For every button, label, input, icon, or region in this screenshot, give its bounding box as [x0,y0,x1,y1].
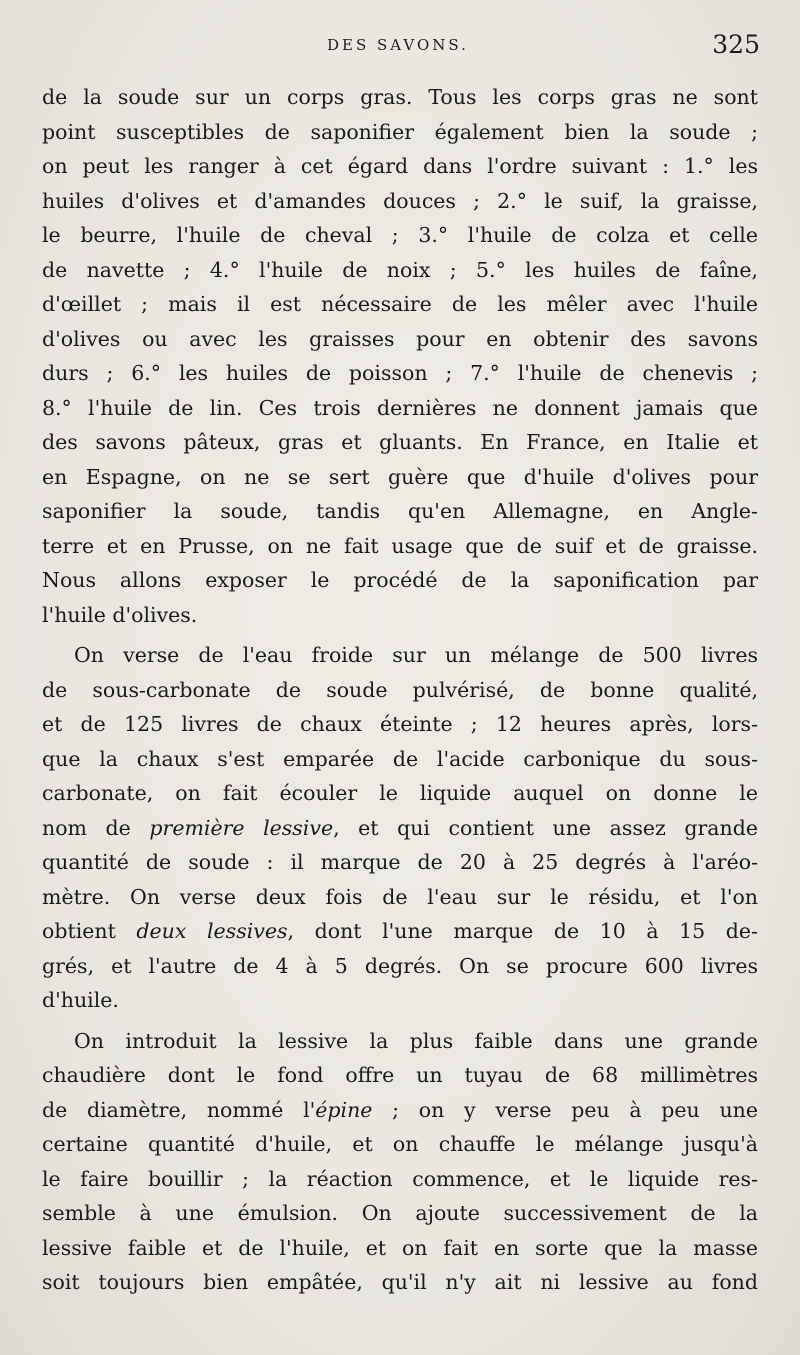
text-line: de sous-carbonate de soude pulvérisé, de bonne qualité, [42,677,758,702]
text-line: d'huile. [42,988,119,1012]
text-line: l'huile d'olives. [42,602,198,627]
text-line: durs ; 6.° les huiles de poisson ; 7.° l'huile de chenevis ; [42,361,758,385]
text-line: mètre. On verse deux fois de l'eau sur le résidu, et l'on [42,884,758,909]
text-line: lessive faible et de l'huile, et on fait en sorte que la masse [42,1235,758,1260]
text-line: de navette ; 4.° l'huile de noix ; 5.° les huiles de faîne, [42,257,758,282]
page-header [42,32,758,62]
text-line: nom de première lessive, et qui contient une assez grande [42,815,758,840]
text-line: d'olives ou avec les graisses pour en obtenir des savons [42,326,758,351]
text-line: huiles d'olives et d'amandes douces ; 2.° le suif, la graisse, [42,188,758,213]
text-line: semble à une émulsion. On ajoute successivement de la [42,1201,758,1225]
text-line: grés, et l'autre de 4 à 5 degrés. On se procure 600 livres [42,953,758,978]
running-title: DES SAVONS. [327,36,469,54]
text-line: certaine quantité d'huile, et on chauffe le mélange jusqu'à [42,1132,758,1156]
text-line: le beurre, l'huile de cheval ; 3.° l'huile de colza et celle [42,223,758,247]
text-line: 8.° l'huile de lin. Ces trois dernières ne donnent jamais que [42,395,758,420]
text-line: d'œillet ; mais il est nécessaire de les mêler avec l'huile [42,292,758,316]
text-line: et de 125 livres de chaux éteinte ; 12 heures après, lors- [42,712,758,736]
text-line: on peut les ranger à cet égard dans l'ordre suivant : 1.° les [42,154,758,178]
italic-term: deux lessives [136,919,288,943]
text-line: soit toujours bien empâtée, qu'il n'y ait ni lessive au fond [42,1270,758,1294]
italic-term: épine [315,1097,373,1122]
text-line: point susceptibles de saponifier également bien la soude ; [42,119,758,144]
text-line: quantité de soude : il marque de 20 à 25 degrés à l'aréo- [42,850,758,874]
text-line: de diamètre, nommé l'épine ; on y verse peu à peu une [42,1097,758,1122]
text-line: de la soude sur un corps gras. Tous les corps gras ne sont [42,85,758,109]
text-line: On introduit la lessive la plus faible dans une grande [74,1028,758,1053]
text-line: Nous allons exposer le procédé de la saponification par [42,568,758,592]
italic-term: première lessive [149,815,334,840]
text-line: que la chaux s'est emparée de l'acide carbonique du sous- [42,746,758,771]
body-text [42,80,758,1300]
text-line: en Espagne, on ne se sert guère que d'huile d'olives pour [42,464,758,489]
text-line: des savons pâteux, gras et gluants. En France, en Italie et [42,430,758,454]
text-line: obtient deux lessives, dont l'une marque de 10 à 15 de- [42,919,758,943]
text-line: le faire bouillir ; la réaction commence, et le liquide res- [42,1166,758,1191]
text-line: terre et en Prusse, on ne fait usage que de suif et de graisse. [42,533,758,558]
text-line: On verse de l'eau froide sur un mélange de 500 livres [74,643,758,667]
text-line: chaudière dont le fond offre un tuyau de 68 millimètres [42,1063,758,1087]
text-line: saponifier la soude, tandis qu'en Allemagne, en Angle- [42,499,758,523]
text-line: carbonate, on fait écouler le liquide auquel on donne le [42,781,758,805]
page-number: 325 [712,30,760,59]
